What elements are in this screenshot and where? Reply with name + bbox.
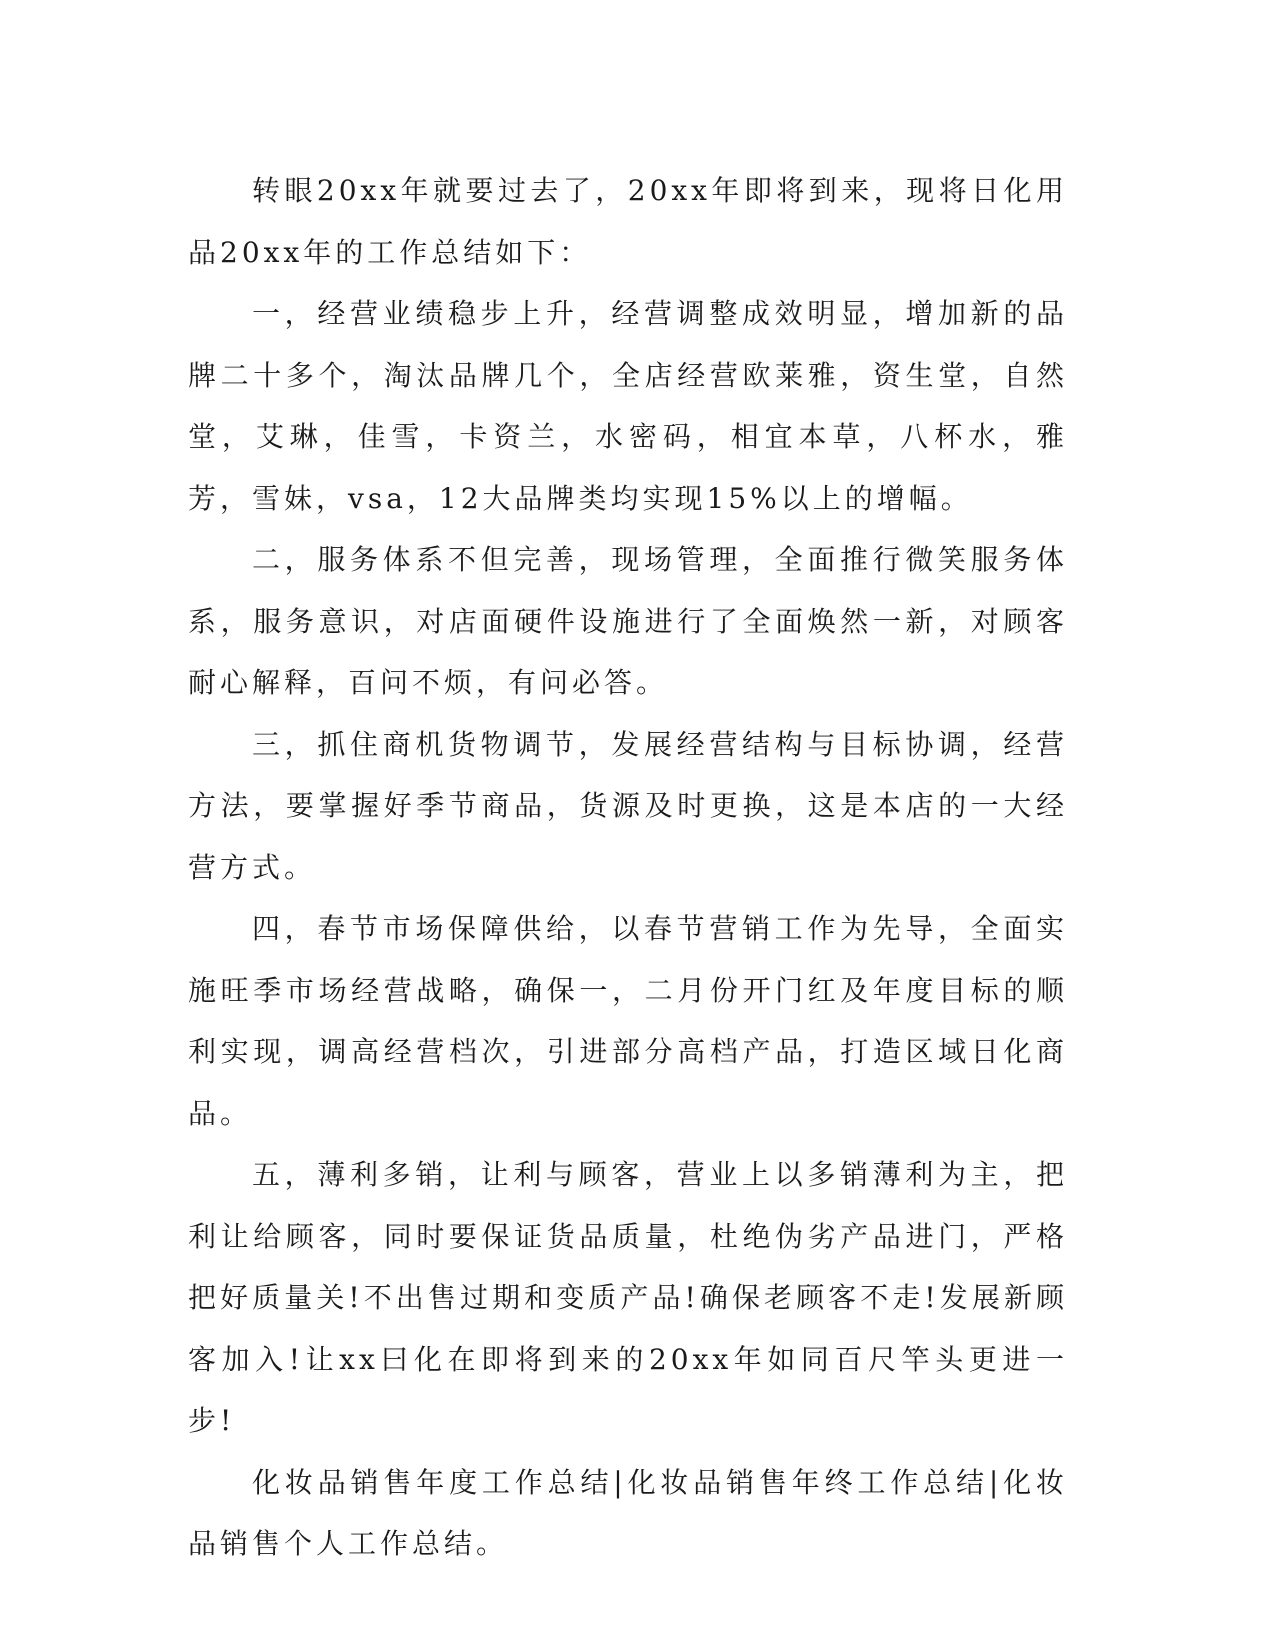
closing-paragraph: 化妆品销售年度工作总结|化妆品销售年终工作总结|化妆品销售个人工作总结。	[188, 1465, 1068, 1560]
document-body	[188, 160, 1068, 1575]
paragraph-4-spring-festival: 四，春节市场保障供给，以春节营销工作为先导，全面实施旺季市场经营战略，确保一，二月份开门红及年度目标的顺利实现，调高经营档次，引进部分高档产品，打造区域日化商品。	[188, 912, 1068, 1130]
intro-paragraph: 转眼20xx年就要过去了，20xx年即将到来，现将日化用品20xx年的工作总结如下：	[188, 174, 1068, 269]
paragraph-3-goods-adjustment: 三，抓住商机货物调节，发展经营结构与目标协调，经营方法，要掌握好季节商品，货源及时更换，这是本店的一大经营方式。	[188, 727, 1068, 884]
paragraph-2-service-system: 二，服务体系不但完善，现场管理，全面推行微笑服务体系，服务意识，对店面硬件设施进行了全面焕然一新，对顾客耐心解释，百问不烦，有问必答。	[188, 543, 1068, 699]
paragraph-5-small-profit: 五，薄利多销，让利与顾客，营业上以多销薄利为主，把利让给顾客，同时要保证货品质量，杜绝伪劣产品进门，严格把好质量关!不出售过期和变质产品!确保老顾客不走!发展新顾客加入!让xx曰化在即将到来的20xx年如同百尺竿头更进一步!	[188, 1158, 1068, 1437]
paragraph-1-sales-performance: 一，经营业绩稳步上升，经营调整成效明显，增加新的品牌二十多个，淘汰品牌几个，全店经营欧莱雅，资生堂，自然堂，艾琳，佳雪，卡资兰，水密码，相宜本草，八杯水，雅芳，雪妹，vsa，12大品牌类均实现15%以上的增幅。	[188, 297, 1068, 515]
